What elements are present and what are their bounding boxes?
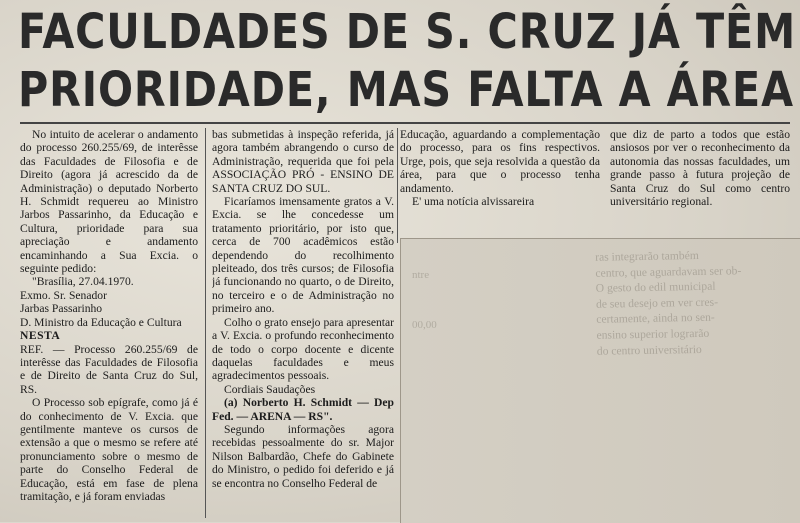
letter-date: "Brasília, 27.04.1970.	[32, 275, 134, 289]
letter-reference: REF. — Processo 260.255/69 de interêsse das Faculdades de Filosofia e de Direito de Santa Cruz do Sul, RS.	[20, 342, 198, 396]
article-column-1	[20, 128, 198, 518]
bleed-through-text-right	[595, 246, 797, 359]
headline-line-2: PRIORIDADE, MAS FALTA A ÁREA	[18, 62, 794, 118]
column-divider-2	[397, 128, 398, 243]
headline-rule	[20, 122, 790, 124]
paragraph-news: E' uma notícia alvissareira	[412, 195, 535, 209]
bleed-through-text-left	[412, 250, 452, 350]
bleed-line: certamente, ainda no sen-	[596, 311, 715, 327]
letter-regards: Cordiais Saudações	[224, 382, 316, 396]
letter-recipient-name: Jarbas Passarinho	[20, 302, 103, 316]
article-column-3	[400, 128, 600, 238]
bleed-line: de seu desejo em ver cres-	[595, 295, 719, 311]
letter-recipient-title: D. Ministro da Educação e Cultura	[20, 315, 182, 329]
bleed-line: centro, que aguardavam ser ob-	[595, 263, 742, 280]
letter-request: Ficaríamos imensamente gratos a V. Excia. se lhe concedesse um tratamento prioritário, por isto que, cerca de 700 acadêmicos estão dependendo do recolhimento pleiteado, dos três cursos; de Filosofia já funcionando no quarto, o de Direito, no terceiro e o de Administração no primeiro ano.	[212, 195, 394, 316]
bleed-line: ras integrarão também	[595, 248, 699, 264]
paragraph-intro: No intuito de acelerar o andamento do processo 260.255/69, de interêsse das Faculdades de Filosofia e de Direito (agora já acrescido da de Administração) o deputado Norberto H. Schmidt requereu ao Ministro Jarbos Passarinho, da Educação e Cultura, prioridade para sua apreciação e andamento encaminhando a Sua Excia. o seguinte pedido:	[20, 128, 198, 276]
bleed-line: O gesto do edil municipal	[595, 279, 716, 295]
letter-body-2: bas submetidas à inspeção referida, já agora também abrangendo o curso de Administração, requerida que foi pela ASSOCIAÇÃO PRÓ - ENSINO DE SANTA CRUZ DO SUL.	[212, 128, 394, 195]
letter-destination: NESTA	[20, 329, 61, 343]
paragraph-conclusion: que diz de parto a todos que estão ansiosos por ver o reconhecimento da autonomia das nossas faculdades, um grande passo à futura projeção de Santa Cruz do Sul como centro universitário regional.	[610, 128, 790, 209]
article-column-4	[610, 128, 790, 238]
column-divider-1	[205, 128, 206, 518]
headline-line-1: FACULDADES DE S. CRUZ JÁ TÊM	[18, 4, 797, 60]
letter-closing: Colho o grato ensejo para apresentar a V. Excia. o profundo reconhecimento de todo o corpo docente e dicente daquelas faculdades e meus agradecimentos pessoais.	[212, 315, 394, 383]
bleed-line: ntre	[412, 269, 430, 281]
bleed-line: do centro universitário	[596, 342, 702, 358]
bleed-line: ensino superior lograrão	[596, 326, 710, 342]
letter-signature: (a) Norberto H. Schmidt — Dep Fed. — ARENA — RS".	[212, 396, 394, 423]
paragraph-update: Segundo informações agora recebidas pessoalmente do sr. Major Nilson Balbardão, Chefe do Gabinete do Ministro, o pedido foi deferido e já se encontra no Conselho Federal de	[212, 422, 394, 490]
article-column-2	[212, 128, 394, 518]
paragraph-council: Educação, aguardando a complementação do processo, para os fins respectivos. Urge, pois, que seja resolvida a questão da área, para que o processo tenha andamento.	[400, 128, 600, 195]
bleed-line: 00,00	[412, 319, 437, 331]
letter-body-1: O Processo sob epígrafe, como já é do conhecimento de V. Excia. que gentilmente manteve os cursos de extensão a que o mesmo se refere até pronunciamento sobre o mesmo de parte do Conselho Federal de Educação, está em fase de plena tramitação, e já foram enviadas	[20, 396, 198, 503]
letter-salutation: Exmo. Sr. Senador	[20, 288, 107, 302]
